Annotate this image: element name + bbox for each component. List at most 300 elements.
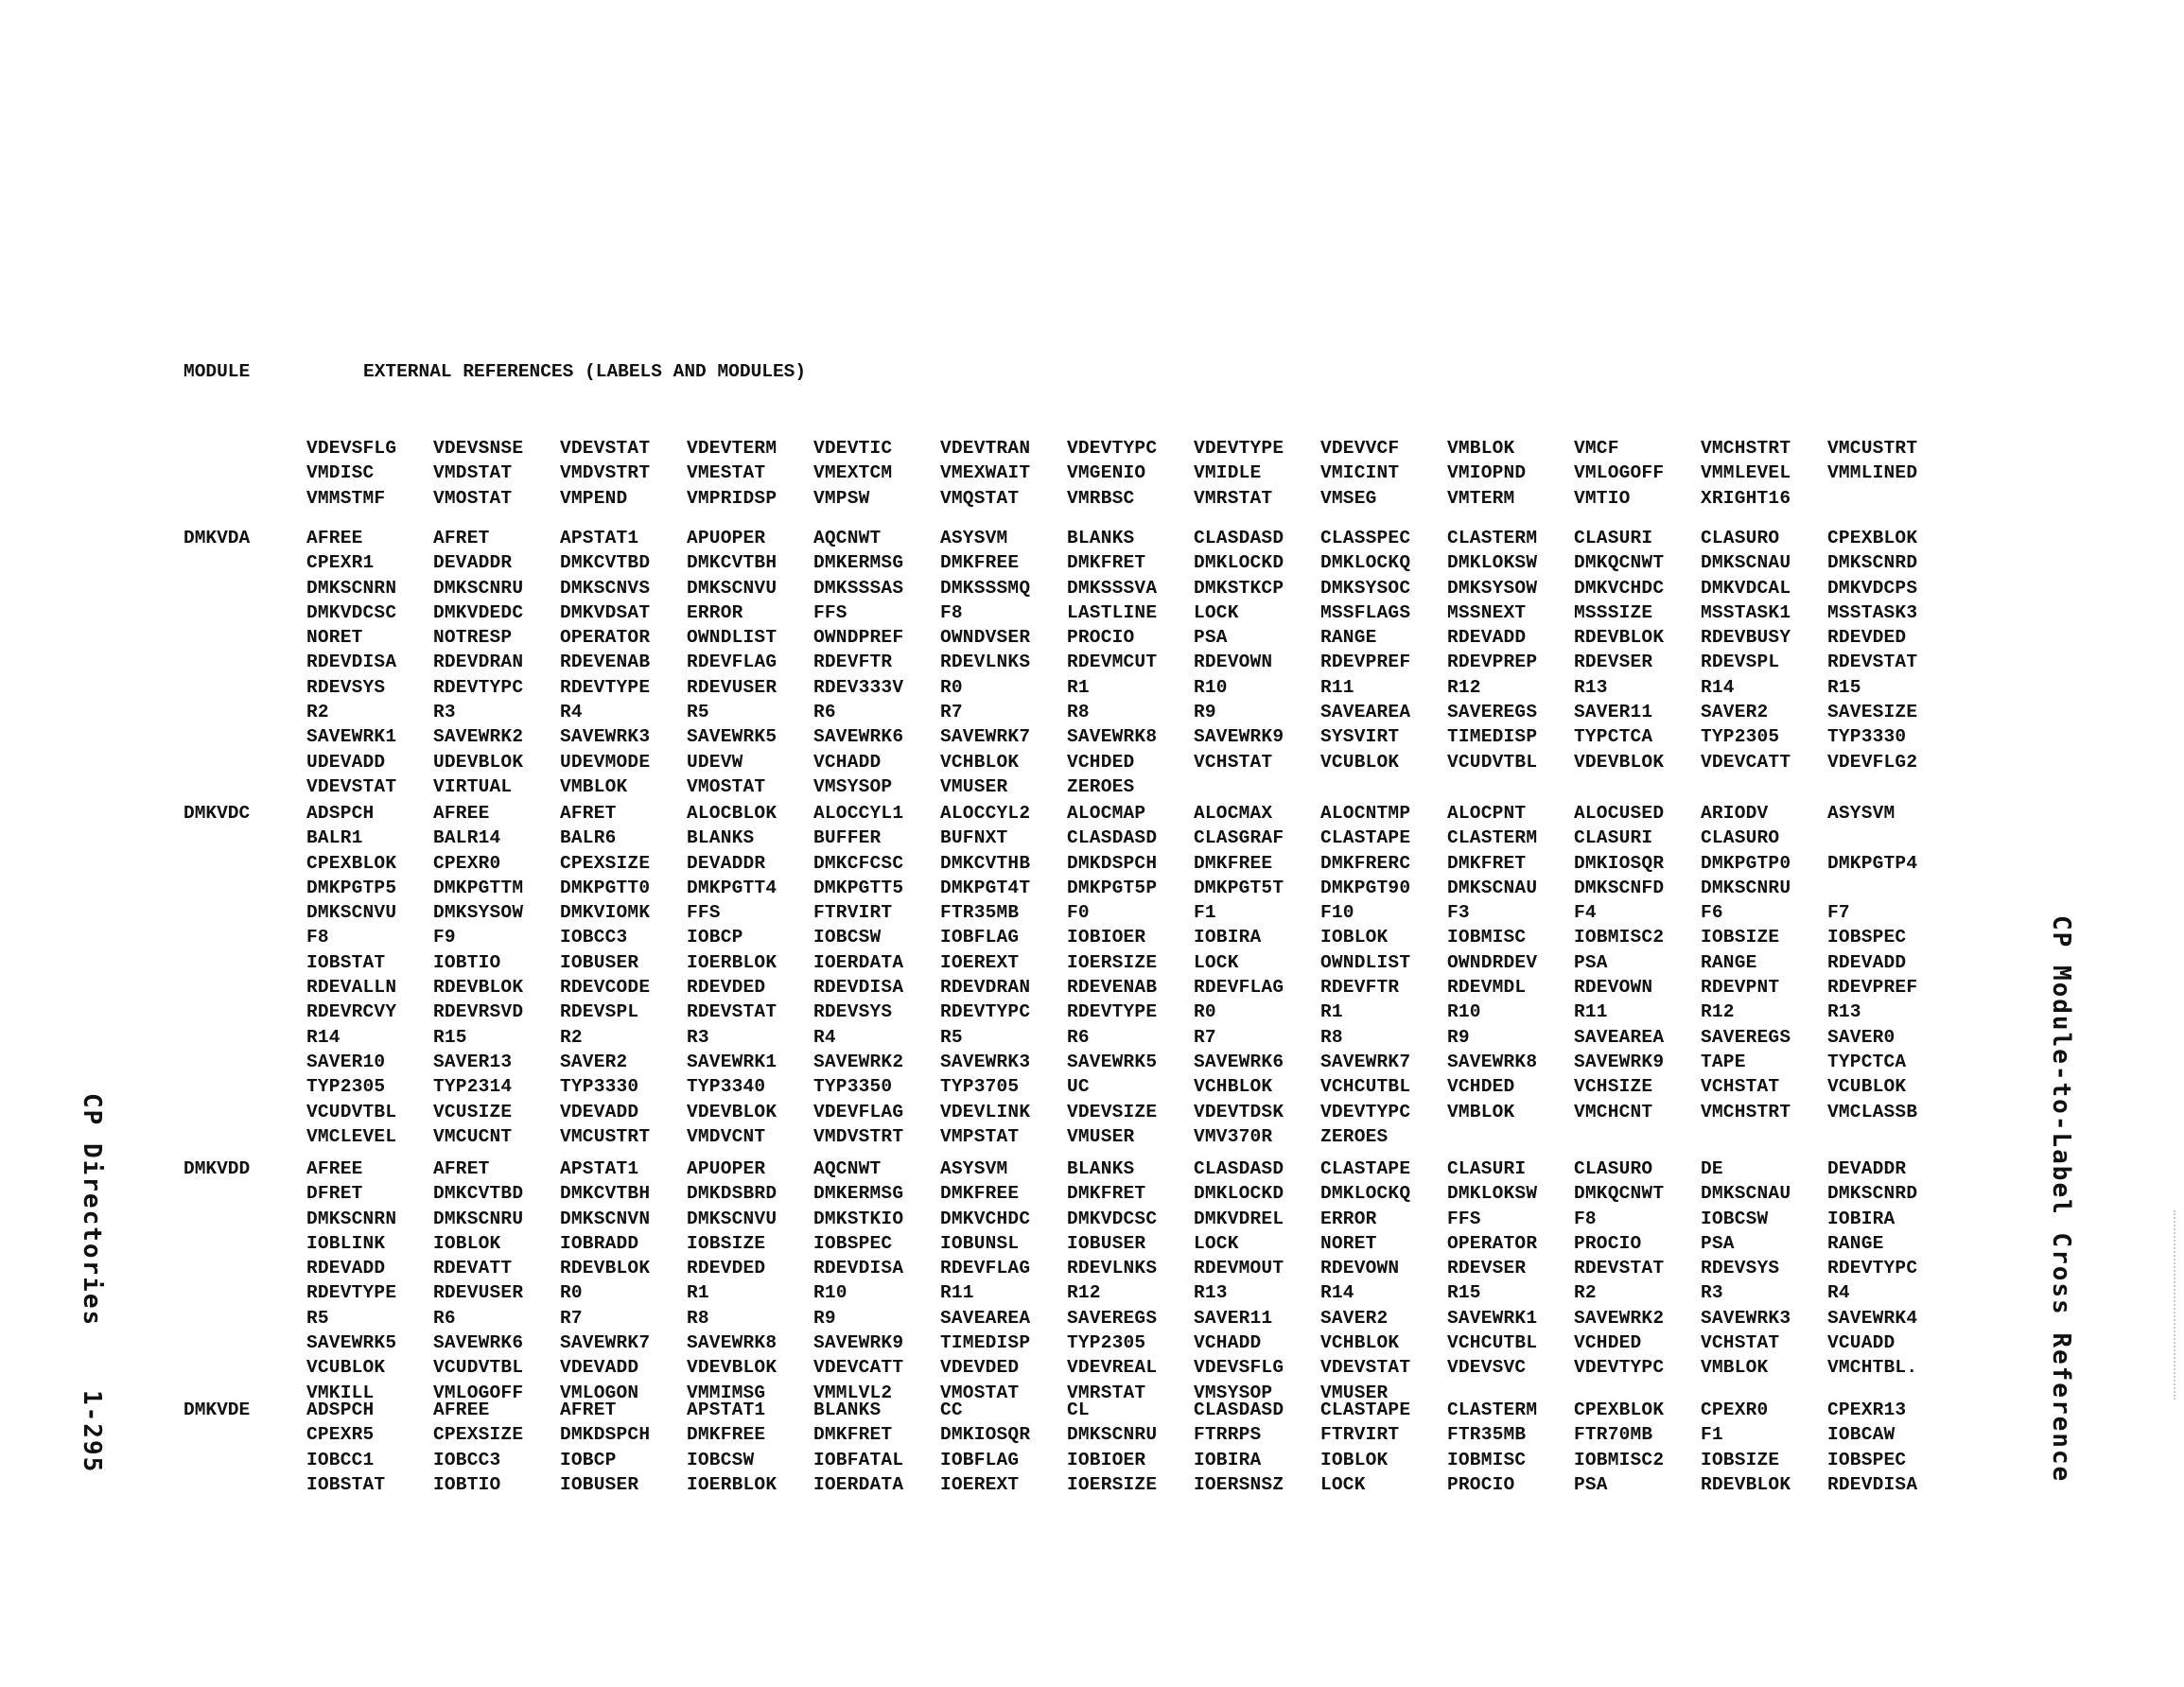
reference-label: UDEVW — [687, 751, 743, 773]
reference-label: ARIODV — [1701, 803, 1769, 824]
reference-label: SAVEWRK3 — [940, 1051, 1031, 1072]
reference-label: CLASURI — [1447, 1158, 1527, 1179]
reference-label: NOTRESP — [433, 627, 513, 649]
reference-label: CLASDASD — [1194, 1400, 1284, 1420]
reference-label — [1827, 774, 1954, 799]
reference-label: DMKLOCKQ — [1320, 552, 1411, 574]
reference-label: NORET — [306, 627, 363, 649]
reference-label: FTR70MB — [1574, 1424, 1653, 1446]
reference-label: RDEVFLAG — [940, 1258, 1031, 1279]
reference-label: DE — [1701, 1158, 1723, 1179]
reference-label: RDEVSPL — [560, 1001, 639, 1023]
reference-label: RDEVPREF — [1320, 652, 1411, 673]
reference-label: TIMEDISP — [1447, 726, 1538, 748]
reference-label: ALOCMAP — [1067, 803, 1146, 824]
reference-label: R11 — [1574, 1001, 1608, 1023]
reference-label: VMCHTBL. — [1827, 1357, 1918, 1379]
reference-label: DMKIOSQR — [940, 1424, 1031, 1446]
reference-label: BUFNXT — [940, 827, 1008, 849]
reference-row — [306, 1472, 1954, 1497]
reference-label: RDEVSTAT — [687, 1001, 778, 1023]
reference-row — [306, 900, 1954, 925]
reference-label: R9 — [813, 1307, 836, 1329]
reference-label: SAVEWRK7 — [560, 1332, 651, 1354]
reference-label: VMUSER — [940, 775, 1008, 797]
reference-label: IOBMISC2 — [1574, 927, 1665, 948]
reference-label: IOBMISC — [1447, 927, 1527, 948]
reference-label: PSA — [1574, 951, 1608, 973]
reference-label: VMLOGOFF — [1574, 462, 1665, 484]
reference-label: TYP2314 — [433, 1076, 513, 1098]
reference-label: IOERSIZE — [1067, 951, 1158, 973]
reference-label: R1 — [1067, 676, 1090, 698]
reference-row — [306, 1181, 1954, 1206]
reference-label: VDEVADD — [560, 1101, 639, 1122]
reference-label: CLASURO — [1701, 827, 1780, 849]
reference-label: VCHDED — [1574, 1332, 1642, 1354]
reference-label: VMCHSTRT — [1701, 1101, 1791, 1122]
reference-label: RDEVTYPC — [433, 676, 524, 698]
reference-label: DMKVCHDC — [940, 1208, 1031, 1229]
reference-label: ALOCNTMP — [1320, 803, 1411, 824]
reference-label: SAVER2 — [1701, 702, 1769, 723]
reference-label: VDEVTYPC — [1574, 1357, 1665, 1379]
reference-label: RDEVADD — [1827, 951, 1907, 973]
reference-label: MSSNEXT — [1447, 601, 1527, 623]
reference-label: DMKQCNWT — [1574, 552, 1665, 574]
reference-label: R3 — [1701, 1282, 1723, 1304]
reference-label: SAVEWRK3 — [1701, 1307, 1791, 1329]
reference-label: RDEVDED — [687, 1258, 766, 1279]
reference-row — [306, 461, 1954, 485]
reference-label: RDEVRCVY — [306, 1001, 397, 1023]
reference-label: R14 — [306, 1026, 341, 1048]
reference-label: FTRVIRT — [813, 902, 893, 924]
reference-label: VCHSIZE — [1574, 1076, 1653, 1098]
reference-label: IOERSNSZ — [1194, 1473, 1284, 1495]
reference-label: IOBCAW — [1827, 1424, 1896, 1446]
reference-label: DMKLOKSW — [1447, 552, 1538, 574]
reference-label: RDEV333V — [813, 676, 904, 698]
reference-label: AFRET — [433, 1158, 490, 1179]
reference-label: R11 — [940, 1282, 974, 1304]
reference-label: CLASTAPE — [1320, 1400, 1411, 1420]
reference-label: DMKPGTT4 — [687, 877, 778, 898]
reference-label: DMKSCNVU — [306, 902, 397, 924]
reference-label: DMKLOCKQ — [1320, 1183, 1411, 1205]
reference-label: DMKCVTHB — [940, 852, 1031, 874]
reference-label: VMTERM — [1447, 487, 1515, 509]
reference-label: VDEVTERM — [687, 438, 778, 459]
reference-label — [1320, 774, 1447, 799]
reference-label: CPEXSIZE — [560, 852, 651, 874]
reference-label: VMOSTAT — [433, 487, 513, 509]
reference-label: VCHBLOK — [940, 751, 1020, 773]
reference-label: RDEVTYPE — [560, 676, 651, 698]
reference-label: CPEXBLOK — [306, 852, 397, 874]
reference-label: CPEXR1 — [306, 552, 375, 574]
reference-label: ASYSVM — [940, 1158, 1008, 1179]
reference-label: RDEVBUSY — [1701, 627, 1791, 649]
reference-label: ZEROES — [1067, 775, 1135, 797]
reference-label: DMKLOCKD — [1194, 552, 1284, 574]
reference-label: VDEVSVC — [1447, 1357, 1527, 1379]
reference-label: OWNDVSER — [940, 627, 1031, 649]
reference-label: R14 — [1701, 676, 1735, 698]
reference-label: CLASURO — [1574, 1158, 1653, 1179]
reference-label: FTRRPS — [1194, 1424, 1262, 1446]
reference-label: PROCIO — [1574, 1232, 1642, 1254]
reference-label: RANGE — [1701, 951, 1757, 973]
left-running-title: CP Directories — [78, 1093, 106, 1328]
reference-label: UDEVMODE — [560, 751, 651, 773]
reference-label: FTRVIRT — [1320, 1424, 1400, 1446]
reference-label: RDEVPNT — [1701, 977, 1780, 999]
reference-label: F0 — [1067, 902, 1090, 924]
reference-label: AFREE — [306, 1158, 363, 1179]
reference-label: RANGE — [1827, 1232, 1884, 1254]
reference-label: SAVER0 — [1827, 1026, 1896, 1048]
reference-label: VDEVFLAG — [813, 1101, 904, 1122]
reference-label: VDEVTRAN — [940, 438, 1031, 459]
reference-label: VMSYSOP — [813, 775, 893, 797]
reference-row — [306, 1207, 1954, 1231]
reference-label: PSA — [1701, 1232, 1735, 1254]
reference-label: ERROR — [1320, 1208, 1377, 1229]
reference-label: IOBIOER — [1067, 1449, 1146, 1470]
reference-label: SAVESIZE — [1827, 702, 1918, 723]
reference-label: VMIDLE — [1194, 462, 1262, 484]
reference-label: VMMLVL2 — [813, 1382, 893, 1403]
reference-label: VCHADD — [1194, 1332, 1262, 1354]
scan-edge-mark — [2174, 1210, 2177, 1400]
reference-label: R4 — [1827, 1282, 1850, 1304]
reference-label: VMCF — [1574, 438, 1619, 459]
reference-label: FFS — [687, 902, 721, 924]
reference-label: RDEVUSER — [433, 1282, 524, 1304]
reference-label: R1 — [1320, 1001, 1343, 1023]
reference-label: VMUSER — [1067, 1125, 1135, 1147]
module-name: DMKVDC — [183, 803, 251, 824]
reference-label: VMGENIO — [1067, 462, 1146, 484]
reference-label: SAVEWRK9 — [1574, 1051, 1665, 1072]
reference-row — [306, 1398, 1954, 1422]
reference-label: VMDISC — [306, 462, 375, 484]
reference-label: CPEXR0 — [433, 852, 501, 874]
reference-label: CPEXBLOK — [1574, 1400, 1665, 1420]
reference-label: VMEXTCM — [813, 462, 893, 484]
reference-label — [1827, 876, 1954, 900]
reference-label: IOERBLOK — [687, 951, 778, 973]
reference-label: OWNDLIST — [1320, 951, 1411, 973]
reference-label: VCHSTAT — [1701, 1332, 1780, 1354]
reference-label: DEVADDR — [433, 552, 513, 574]
reference-label: DMKSCNAU — [1701, 1183, 1791, 1205]
reference-label: SAVEWRK5 — [306, 1332, 397, 1354]
reference-label: IOBUSER — [1067, 1232, 1146, 1254]
reference-rows — [306, 1157, 1954, 1405]
reference-label: RDEVSTAT — [1574, 1258, 1665, 1279]
reference-label: SAVER11 — [1574, 702, 1653, 723]
reference-label: VCHSTAT — [1194, 751, 1273, 773]
reference-label: CLASTERM — [1447, 827, 1538, 849]
reference-label: PSA — [1574, 1473, 1608, 1495]
reference-label: RDEVTYPC — [940, 1001, 1031, 1023]
reference-label: VMMSTMF — [306, 487, 386, 509]
reference-label: VMCHCNT — [1574, 1101, 1653, 1122]
reference-label: DMKERMSG — [813, 1183, 904, 1205]
reference-label: CLASURO — [1701, 528, 1780, 548]
reference-label: R0 — [560, 1282, 583, 1304]
reference-label: VMCUCNT — [433, 1125, 513, 1147]
reference-label: RDEVTYPE — [1067, 1001, 1158, 1023]
reference-label: IOBFLAG — [940, 927, 1020, 948]
reference-label: DMKFRET — [1067, 1183, 1146, 1205]
reference-label: DMKSCNVS — [560, 577, 651, 599]
reference-label: IOBMISC2 — [1574, 1449, 1665, 1470]
reference-label: LOCK — [1194, 951, 1239, 973]
reference-row — [306, 486, 1954, 511]
reference-label: SAVEWRK8 — [1447, 1051, 1538, 1072]
reference-label: ALOCPNT — [1447, 803, 1527, 824]
reference-label: RDEVSPL — [1701, 652, 1780, 673]
reference-label: DMKSCNRN — [306, 577, 397, 599]
reference-label: VMUSER — [1320, 1382, 1389, 1403]
reference-row — [306, 1000, 1954, 1024]
reference-label: VMPRIDSP — [687, 487, 778, 509]
reference-label: R0 — [940, 676, 963, 698]
reference-label: VDEVSIZE — [1067, 1101, 1158, 1122]
reference-label: ALOCMAX — [1194, 803, 1273, 824]
reference-label — [1827, 1124, 1954, 1149]
reference-row — [306, 1448, 1954, 1472]
reference-label: ERROR — [687, 601, 743, 623]
reference-label: SAVER2 — [1320, 1307, 1389, 1329]
reference-label: VMCLASSB — [1827, 1101, 1918, 1122]
reference-label: IOBCSW — [813, 927, 882, 948]
reference-label: TYPCTCA — [1827, 1051, 1907, 1072]
reference-label: OPERATOR — [1447, 1232, 1538, 1254]
reference-label: SAVER2 — [560, 1051, 628, 1072]
reference-label: RDEVMDL — [1447, 977, 1527, 999]
reference-row — [306, 675, 1954, 700]
reference-label: RDEVENAB — [560, 652, 651, 673]
reference-label: VCHADD — [813, 751, 882, 773]
reference-label: TYP2305 — [1067, 1332, 1146, 1354]
reference-label: VDEVREAL — [1067, 1357, 1158, 1379]
reference-label: F3 — [1447, 902, 1470, 924]
reference-label: CLASURI — [1574, 528, 1653, 548]
reference-label: CPEXR13 — [1827, 1400, 1907, 1420]
reference-label: SAVEAREA — [1320, 702, 1411, 723]
reference-label: VDEVCATT — [813, 1357, 904, 1379]
reference-label: VDEVSTAT — [560, 438, 651, 459]
reference-label: RDEVPREF — [1827, 977, 1918, 999]
reference-label: RDEVOWN — [1320, 1258, 1400, 1279]
reference-label: AFREE — [306, 528, 363, 548]
reference-label: R2 — [1574, 1282, 1597, 1304]
reference-label — [1701, 774, 1827, 799]
reference-label: DEVADDR — [1827, 1158, 1907, 1179]
reference-label: SAVEWRK4 — [1827, 1307, 1918, 1329]
reference-label: BLANKS — [1067, 528, 1135, 548]
reference-label: DMKFREE — [940, 1183, 1020, 1205]
reference-label: IOBRADD — [560, 1232, 639, 1254]
reference-label: TYP3340 — [687, 1076, 766, 1098]
reference-label: BALR1 — [306, 827, 363, 849]
reference-label: ALOCCYL2 — [940, 803, 1031, 824]
reference-label: VDEVSTAT — [1320, 1357, 1411, 1379]
reference-label: DMKPGTT5 — [813, 877, 904, 898]
reference-label: TYP3330 — [560, 1076, 639, 1098]
reference-label: F4 — [1574, 902, 1597, 924]
reference-label: F8 — [306, 927, 329, 948]
reference-label: DMKFRET — [1067, 552, 1146, 574]
reference-label: SAVER13 — [433, 1051, 513, 1072]
reference-label: F8 — [1574, 1208, 1597, 1229]
reference-label: SAVEWRK7 — [940, 726, 1031, 748]
reference-label: TYP3350 — [813, 1076, 893, 1098]
reference-row — [306, 1157, 1954, 1181]
reference-row — [306, 1422, 1954, 1447]
reference-label: R8 — [1067, 702, 1090, 723]
reference-label: RDEVADD — [1447, 627, 1527, 649]
reference-label: VDEVBLOK — [1574, 751, 1665, 773]
reference-label: VMBLOK — [560, 775, 628, 797]
reference-label: DMKVDCPS — [1827, 577, 1918, 599]
reference-label: DMKFREE — [940, 552, 1020, 574]
reference-label: R6 — [813, 702, 836, 723]
reference-label: DMKSCNAU — [1701, 552, 1791, 574]
reference-label: DMKSCNVU — [687, 1208, 778, 1229]
reference-label: CLASSPEC — [1320, 528, 1411, 548]
reference-label: F7 — [1827, 902, 1850, 924]
reference-label: VMOSTAT — [687, 775, 766, 797]
reference-label: UDEVADD — [306, 751, 386, 773]
reference-rows — [306, 526, 1954, 799]
reference-label — [1447, 774, 1574, 799]
reference-row — [306, 724, 1954, 749]
reference-label: CLASDASD — [1194, 528, 1284, 548]
reference-label: VMOSTAT — [940, 1382, 1020, 1403]
reference-label: RDEVMCUT — [1067, 652, 1158, 673]
reference-label: CPEXR5 — [306, 1424, 375, 1446]
reference-label: RANGE — [1320, 627, 1377, 649]
reference-row — [306, 925, 1954, 949]
reference-label: SAVEWRK7 — [1320, 1051, 1411, 1072]
reference-label: VDEVBLOK — [687, 1357, 778, 1379]
reference-label: DMKVDCAL — [1701, 577, 1791, 599]
reference-label: SAVEWRK9 — [1194, 726, 1284, 748]
reference-label: IOBCSW — [1701, 1208, 1769, 1229]
reference-label: DMKSYSOW — [1447, 577, 1538, 599]
reference-label: RDEVDED — [687, 977, 766, 999]
reference-label: VMDVCNT — [687, 1125, 766, 1147]
reference-label: SAVEWRK8 — [1067, 726, 1158, 748]
reference-label: LOCK — [1194, 1232, 1239, 1254]
reference-label: R15 — [1447, 1282, 1481, 1304]
reference-label: R8 — [1320, 1026, 1343, 1048]
reference-label: VMRSTAT — [1067, 1382, 1146, 1403]
reference-label: DMKVDEDC — [433, 601, 524, 623]
reference-label — [1827, 486, 1954, 511]
reference-label: TYPCTCA — [1574, 726, 1653, 748]
reference-label: OWNDLIST — [687, 627, 778, 649]
reference-label — [1574, 1124, 1701, 1149]
reference-label: VMIOPND — [1447, 462, 1527, 484]
reference-label: OWNDRDEV — [1447, 951, 1538, 973]
reference-row — [306, 1280, 1954, 1305]
reference-label: VMPEND — [560, 487, 628, 509]
reference-label: DMKSCNRN — [306, 1208, 397, 1229]
reference-label: F10 — [1320, 902, 1354, 924]
reference-label: TIMEDISP — [940, 1332, 1031, 1354]
reference-label: SAVEWRK6 — [1194, 1051, 1284, 1072]
reference-label: ASYSVM — [940, 528, 1008, 548]
reference-label: RDEVBLOK — [1574, 627, 1665, 649]
reference-label: RDEVSYS — [306, 676, 386, 698]
reference-label: NORET — [1320, 1232, 1377, 1254]
reference-label: IOEREXT — [940, 951, 1020, 973]
reference-label: VDEVTDSK — [1194, 1101, 1284, 1122]
reference-label: AFRET — [433, 528, 490, 548]
reference-row — [306, 750, 1954, 774]
reference-label: APUOPER — [687, 528, 766, 548]
reference-label: VCHCUTBL — [1320, 1076, 1411, 1098]
reference-label: VMSYSOP — [1194, 1382, 1273, 1403]
reference-label: RDEVTYPE — [306, 1282, 397, 1304]
reference-label: IOBFATAL — [813, 1449, 904, 1470]
reference-label: R6 — [433, 1307, 456, 1329]
reference-label: IOBIOER — [1067, 927, 1146, 948]
reference-label: DMKPGTTM — [433, 877, 524, 898]
module-name: DMKVDE — [183, 1400, 251, 1420]
reference-label: DMKSSSMQ — [940, 577, 1031, 599]
reference-rows — [306, 436, 1954, 511]
reference-label: RDEVDED — [1827, 627, 1907, 649]
reference-label: IOERDATA — [813, 951, 904, 973]
reference-label: SAVER10 — [306, 1051, 386, 1072]
reference-label: IOBTIO — [433, 951, 501, 973]
reference-label: RDEVBLOK — [560, 1258, 651, 1279]
reference-label: IOEREXT — [940, 1473, 1020, 1495]
reference-label: IOBSTAT — [306, 951, 386, 973]
reference-label: IOBUSER — [560, 1473, 639, 1495]
reference-label: BALR6 — [560, 827, 617, 849]
reference-label: R3 — [433, 702, 456, 723]
reference-label: DMKLOKSW — [1447, 1183, 1538, 1205]
reference-label: VDEVTIC — [813, 438, 893, 459]
reference-label: DMKSYSOC — [1320, 577, 1411, 599]
reference-label: APSTAT1 — [560, 528, 639, 548]
reference-label: F1 — [1701, 1424, 1723, 1446]
reference-label: DMKSYSOW — [433, 902, 524, 924]
reference-label: DMKSCNVN — [560, 1208, 651, 1229]
reference-label: VCUDVTBL — [433, 1357, 524, 1379]
reference-label: VMQSTAT — [940, 487, 1020, 509]
reference-label: R0 — [1194, 1001, 1216, 1023]
reference-label: R13 — [1827, 1001, 1861, 1023]
reference-label: RDEVDISA — [1827, 1473, 1918, 1495]
reference-label: VMDVSTRT — [813, 1125, 904, 1147]
reference-label: MSSTASK1 — [1701, 601, 1791, 623]
reference-label: DMKPGTP5 — [306, 877, 397, 898]
reference-label: DMKDSBRD — [687, 1183, 778, 1205]
reference-row — [306, 1100, 1954, 1124]
reference-label: BLANKS — [1067, 1158, 1135, 1179]
reference-row — [306, 975, 1954, 1000]
reference-label: DMKLOCKD — [1194, 1183, 1284, 1205]
